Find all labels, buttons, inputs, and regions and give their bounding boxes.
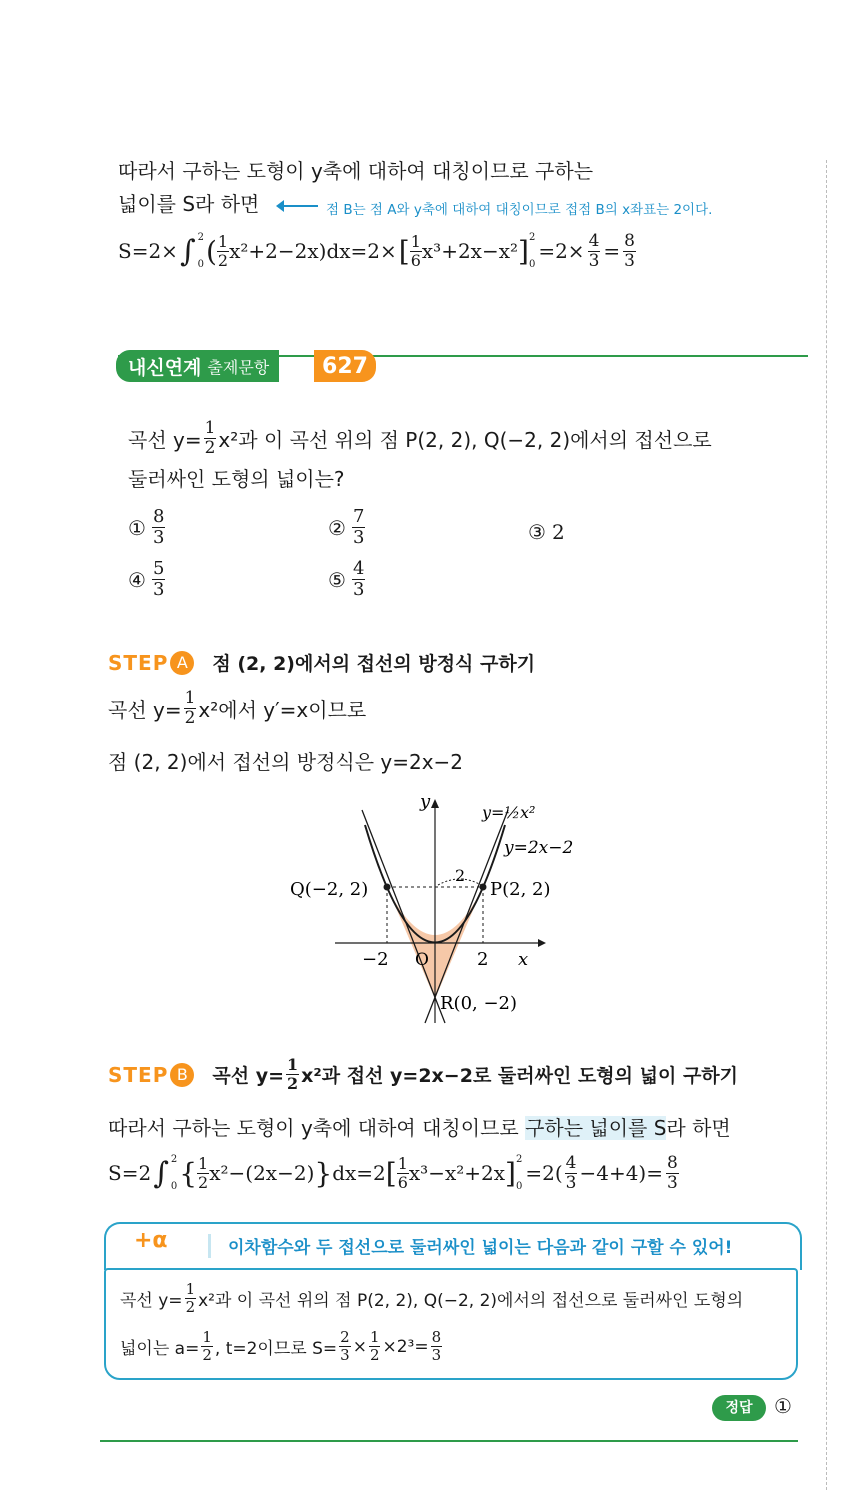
- stepB-line1: [108, 1112, 731, 1141]
- formula-text: =2×: [538, 239, 585, 263]
- formula-text: dx=2: [332, 1161, 386, 1185]
- tip-line2: 넓이는 a= $\frac{1}{2}$ , t=2이므로 S= $\frac{2}{3}$ × $\frac{1}{2}$ ×2³= $\frac{8}{3}$: [120, 1328, 442, 1364]
- formula-text: S=2×: [118, 239, 178, 263]
- stepA-line2: 점 (2, 2)에서 접선의 방정식은 y=2x−2: [108, 750, 464, 774]
- tip-icon: +α: [134, 1228, 168, 1253]
- choice-num: 5: [152, 558, 165, 579]
- answer-value: ①: [774, 1394, 792, 1418]
- tangent-right: [425, 810, 508, 1023]
- choice-num: 8: [152, 506, 165, 527]
- choice-num: 7: [352, 506, 365, 527]
- tangent-label: y=2x−2: [504, 838, 574, 858]
- tick-2: 2: [477, 949, 489, 970]
- point-p-label: P(2, 2): [490, 879, 551, 900]
- formula-text: =2(: [525, 1161, 563, 1185]
- problem-header-badge: [116, 350, 279, 382]
- distance-label: 2: [455, 866, 466, 885]
- intro-formula: S=2× ∫ 2 0 ( 1 2 x²+2−2x )dx=2× [ 1 6 x³+2x−x² ] 2 0 =2× $\frac{4}{3}$ = $\frac{8}{3}$: [118, 230, 635, 271]
- stepA-letter: A: [170, 651, 194, 675]
- problem-text: 곡선 y=: [128, 428, 202, 452]
- frac-num: 1: [204, 418, 216, 438]
- stepB-text: 라 하면: [666, 1116, 731, 1140]
- formula-text: =: [603, 239, 621, 263]
- formula-text: )dx=2×: [318, 239, 397, 263]
- choice-value: 2: [551, 520, 565, 544]
- tip-title: 이차함수와 두 접선으로 둘러싸인 넓이는 다음과 같이 구할 수 있어!: [228, 1238, 733, 1258]
- badge-label-light: 출제문항: [207, 357, 270, 377]
- formula-text: x³−x²+2x: [408, 1161, 506, 1185]
- y-axis-arrow-icon: [431, 799, 439, 808]
- choice-den: 3: [352, 527, 365, 548]
- x-axis-arrow-icon: [538, 939, 546, 947]
- formula-text: S=2: [108, 1161, 152, 1185]
- choice-3[interactable]: [528, 520, 565, 544]
- tip-text: 넓이는 a=: [120, 1339, 200, 1359]
- choice-2[interactable]: [328, 508, 365, 547]
- stepA-header: [108, 649, 535, 676]
- badge-label-bold: 내신연계: [128, 356, 202, 379]
- formula-text: x²+2−2x: [229, 239, 319, 263]
- stepB-title-a: 곡선 y=: [212, 1065, 285, 1087]
- curve-label: y=½x²: [482, 803, 536, 822]
- stepA-text: 곡선 y=: [108, 698, 182, 722]
- tip-line1: 곡선 y= $\frac{1}{2}$ x²과 이 곡선 위의 점 P(2, 2), Q(−2, 2)에서의 접선으로 둘러싸인 도형의: [120, 1280, 744, 1316]
- intro-line1: 따라서 구하는 도형이 y축에 대하여 대칭이므로 구하는: [118, 159, 594, 183]
- stepB-formula: S=2 ∫ 2 0 { 1 2 x²−(2x−2) } dx=2 [ 1 6 x³−x²+2x ] 2 0 =2( 4 3 −4+4)= $\frac{8}{3}$: [108, 1152, 678, 1193]
- choice-mark: ⑤: [328, 567, 346, 592]
- page-margin-line: [826, 160, 827, 1490]
- choice-den: 3: [352, 579, 365, 600]
- formula-text: −4+4)=: [579, 1161, 663, 1185]
- tip-text: x²과 이 곡선 위의 점 P(2, 2), Q(−2, 2)에서의 접선으로 둘러싸인 도형의: [198, 1291, 744, 1311]
- origin-label: O: [415, 950, 429, 970]
- stepA-line1: 곡선 y= $\frac{1}{2}$ x²에서 y′=x이므로: [108, 688, 367, 728]
- graph: [280, 785, 620, 1030]
- tip-text: ×2³=: [382, 1336, 429, 1357]
- stepB-label: STEP: [108, 1062, 169, 1087]
- label-y: y: [420, 791, 431, 812]
- tick-neg2: −2: [362, 949, 389, 970]
- choice-mark: ③: [528, 520, 546, 544]
- integral-sign: ∫: [179, 233, 196, 269]
- choice-mark: ④: [128, 567, 146, 592]
- point-p-dot: [480, 884, 487, 891]
- formula-text: x²−(2x−2): [209, 1161, 315, 1185]
- choice-1[interactable]: [128, 508, 165, 547]
- choice-num: 4: [352, 558, 365, 579]
- stepB-text: 따라서 구하는 도형이 y축에 대하여 대칭이므로: [108, 1116, 526, 1140]
- problem-line1: [128, 420, 712, 457]
- choice-5[interactable]: [328, 560, 365, 599]
- stepB-title-b: x²과 접선 y=2x−2로 둘러싸인 도형의 넓이 구하기: [301, 1065, 739, 1087]
- answer-label: 정답: [712, 1395, 766, 1421]
- choice-4[interactable]: [128, 560, 165, 599]
- tip-text: ×: [352, 1336, 367, 1357]
- intro-line2: 넓이를 S라 하면: [118, 192, 260, 216]
- stepB-letter: B: [170, 1063, 194, 1087]
- frac-den: 2: [204, 438, 216, 458]
- stepA-title: 점 (2, 2)에서의 접선의 방정식 구하기: [212, 653, 536, 675]
- note-arrow-icon: [282, 205, 318, 207]
- tip-text: 곡선 y=: [120, 1291, 183, 1311]
- problem-number-text: 627: [322, 353, 368, 379]
- point-q-dot: [384, 884, 391, 891]
- choice-den: 3: [152, 527, 165, 548]
- point-r-label: R(0, −2): [440, 993, 518, 1014]
- label-x: x: [518, 949, 529, 970]
- tip-divider: [208, 1234, 211, 1258]
- stepB-header: STEP B 곡선 y= $\frac{1}{2}$ x²과 접선 y=2x−2로 둘러싸인 도형의 넓이 구하기: [108, 1055, 739, 1093]
- stepB-highlight: 구하는 넓이를 S: [525, 1116, 667, 1140]
- intro-note: 점 B는 점 A와 y축에 대하여 대칭이므로 접점 B의 x좌표는 2이다.: [326, 202, 713, 218]
- tip-text: , t=2이므로 S=: [214, 1339, 338, 1359]
- problem-line2: 둘러싸인 도형의 넓이는?: [128, 467, 345, 491]
- tangent-left: [362, 810, 445, 1023]
- bottom-rule: [100, 1440, 798, 1442]
- problem-number: [314, 350, 376, 382]
- stepA-text: x²에서 y′=x이므로: [198, 698, 367, 722]
- problem-text: x²과 이 곡선 위의 점 P(2, 2), Q(−2, 2)에서의 접선으로: [218, 428, 712, 452]
- choice-mark: ②: [328, 515, 346, 540]
- paren-open: (: [205, 234, 217, 268]
- formula-text: x³+2x−x²: [421, 239, 519, 263]
- point-q-label: Q(−2, 2): [290, 879, 369, 900]
- choice-den: 3: [152, 579, 165, 600]
- stepA-label: STEP: [108, 650, 169, 675]
- choice-mark: ①: [128, 515, 146, 540]
